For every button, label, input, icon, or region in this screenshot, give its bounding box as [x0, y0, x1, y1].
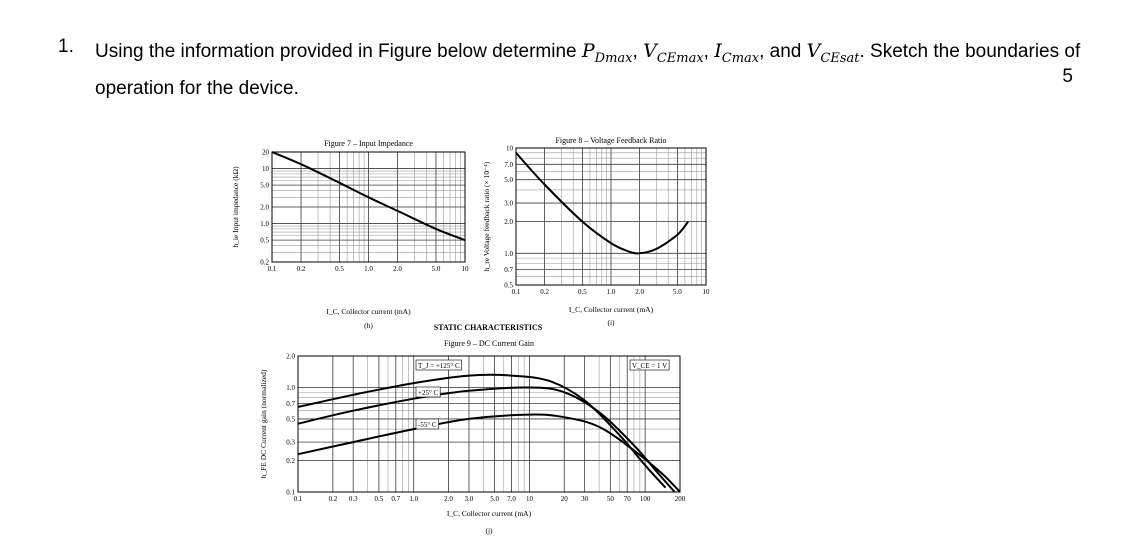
x-tick-label: 0.2: [540, 288, 549, 296]
chart-title: Figure 9 – DC Current Gain: [444, 339, 534, 348]
y-tick-label: 5.0: [504, 176, 513, 185]
x-tick-label: 30: [581, 495, 589, 503]
y-tick-label: 20: [262, 148, 269, 157]
x-tick-label: 5.0: [431, 265, 441, 273]
chart-caption: (i): [607, 318, 615, 327]
y-tick-label: 0.2: [260, 258, 269, 267]
x-tick-label: 10: [702, 288, 710, 296]
chart-caption: (h): [364, 321, 373, 330]
x-tick-label: 1.0: [409, 495, 419, 503]
var-vcemax: $V_{CEmax}$: [643, 40, 704, 66]
x-tick-label: 1.0: [364, 265, 373, 273]
question-marks: 5: [1062, 66, 1073, 87]
y-tick-label: 2.0: [260, 203, 269, 212]
x-tick-label: 2.0: [635, 288, 644, 296]
x-tick-label: 100: [639, 495, 651, 503]
plot-frame: [298, 356, 680, 492]
y-tick-label: 1.0: [504, 249, 513, 258]
x-axis-label: I_C, Collector current (mA): [568, 305, 654, 314]
y-tick-label: 1.0: [260, 220, 269, 229]
y-tick-label: 5.0: [260, 181, 269, 190]
annotation-label: V_CE = 1 V: [632, 362, 668, 370]
x-tick-label: 3.0: [464, 495, 474, 503]
question-outro: . Sketch the boundaries of operation for the device.: [95, 41, 1081, 99]
chart-voltage-feedback-ratio: [482, 136, 710, 327]
series-label: -55° C: [418, 421, 437, 429]
series-label: T_J = +125° C: [418, 362, 460, 370]
question-and: and: [769, 41, 802, 62]
x-tick-label: 2.0: [444, 495, 453, 503]
x-axis-label: I_C, Collector current (mA): [446, 509, 532, 518]
x-axis-label: I_C, Collector current (mA): [326, 307, 411, 316]
x-tick-label: 0.7: [391, 495, 401, 503]
y-tick-label: 3.0: [504, 199, 513, 208]
x-tick-label: 0.5: [335, 265, 344, 273]
y-tick-label: 0.2: [286, 457, 295, 466]
var-vcesat: $V_{CEsat}$: [806, 40, 860, 66]
x-tick-label: 0.5: [374, 495, 384, 503]
x-tick-label: 70: [623, 495, 631, 503]
chart-title: Figure 8 – Voltage Feedback Ratio: [555, 136, 667, 145]
x-tick-label: 0.1: [511, 288, 521, 296]
var-pdmax: $P_{Dmax}$: [581, 40, 633, 66]
var-icmax: $I_{Cmax}$: [714, 40, 760, 66]
x-tick-label: 0.1: [267, 265, 277, 273]
y-tick-label: 0.3: [286, 438, 295, 447]
x-tick-label: 5.0: [673, 288, 682, 296]
x-tick-label: 0.2: [328, 495, 338, 503]
x-tick-label: 20: [560, 495, 568, 503]
x-tick-label: 200: [674, 495, 686, 503]
x-tick-label: 7.0: [507, 495, 516, 503]
chart-dc-current-gain: [259, 339, 686, 535]
x-tick-label: 0.1: [293, 495, 303, 503]
y-tick-label: 0.5: [260, 236, 269, 245]
y-tick-label: 0.1: [286, 488, 295, 497]
x-tick-label: 0.3: [348, 495, 358, 503]
y-tick-label: 7.0: [504, 160, 513, 169]
y-tick-label: 10: [506, 144, 513, 153]
y-axis-label: h_re Voltage feedback ratio (× 10⁻⁴): [482, 161, 491, 272]
chart-input-impedance: [231, 139, 469, 330]
x-tick-label: 50: [606, 495, 614, 503]
y-tick-label: 1.0: [286, 383, 295, 392]
x-tick-label: 0.2: [296, 265, 306, 273]
y-tick-label: 0.5: [286, 415, 295, 424]
chart-caption: (j): [485, 526, 493, 535]
x-tick-label: 1.0: [606, 288, 616, 296]
x-tick-label: 10: [525, 495, 533, 503]
x-tick-label: 0.5: [578, 288, 587, 296]
question-intro: Using the information provided in Figure below determine: [95, 41, 577, 62]
question-number: 1.: [58, 36, 74, 57]
x-tick-label: 2.0: [393, 265, 402, 273]
chart-title: Figure 7 – Input Impedance: [324, 139, 413, 148]
y-tick-label: 2.0: [286, 352, 295, 361]
y-tick-label: 0.7: [504, 266, 513, 275]
y-tick-label: 10: [262, 165, 269, 174]
y-tick-label: 2.0: [504, 218, 513, 227]
series-label: +25° C: [418, 389, 439, 397]
section-title: STATIC CHARACTERISTICS: [433, 323, 543, 332]
y-tick-label: 0.7: [286, 400, 295, 409]
x-tick-label: 10: [461, 265, 469, 273]
question-text: Using the information provided in Figure below determine $P_{Dmax}$, $V_{CEmax}$, $I_{Cmax}$, and $V_{CEsat}$. Sketch the boundaries of operation for the device.: [95, 40, 1081, 99]
x-tick-label: 5.0: [490, 495, 499, 503]
y-axis-label: h_FE DC Current gain (normalized): [259, 369, 268, 479]
series-line: [298, 415, 680, 492]
y-tick-label: 0.5: [504, 281, 513, 290]
y-axis-label: h_ie Input impedance (kΩ): [231, 166, 240, 248]
